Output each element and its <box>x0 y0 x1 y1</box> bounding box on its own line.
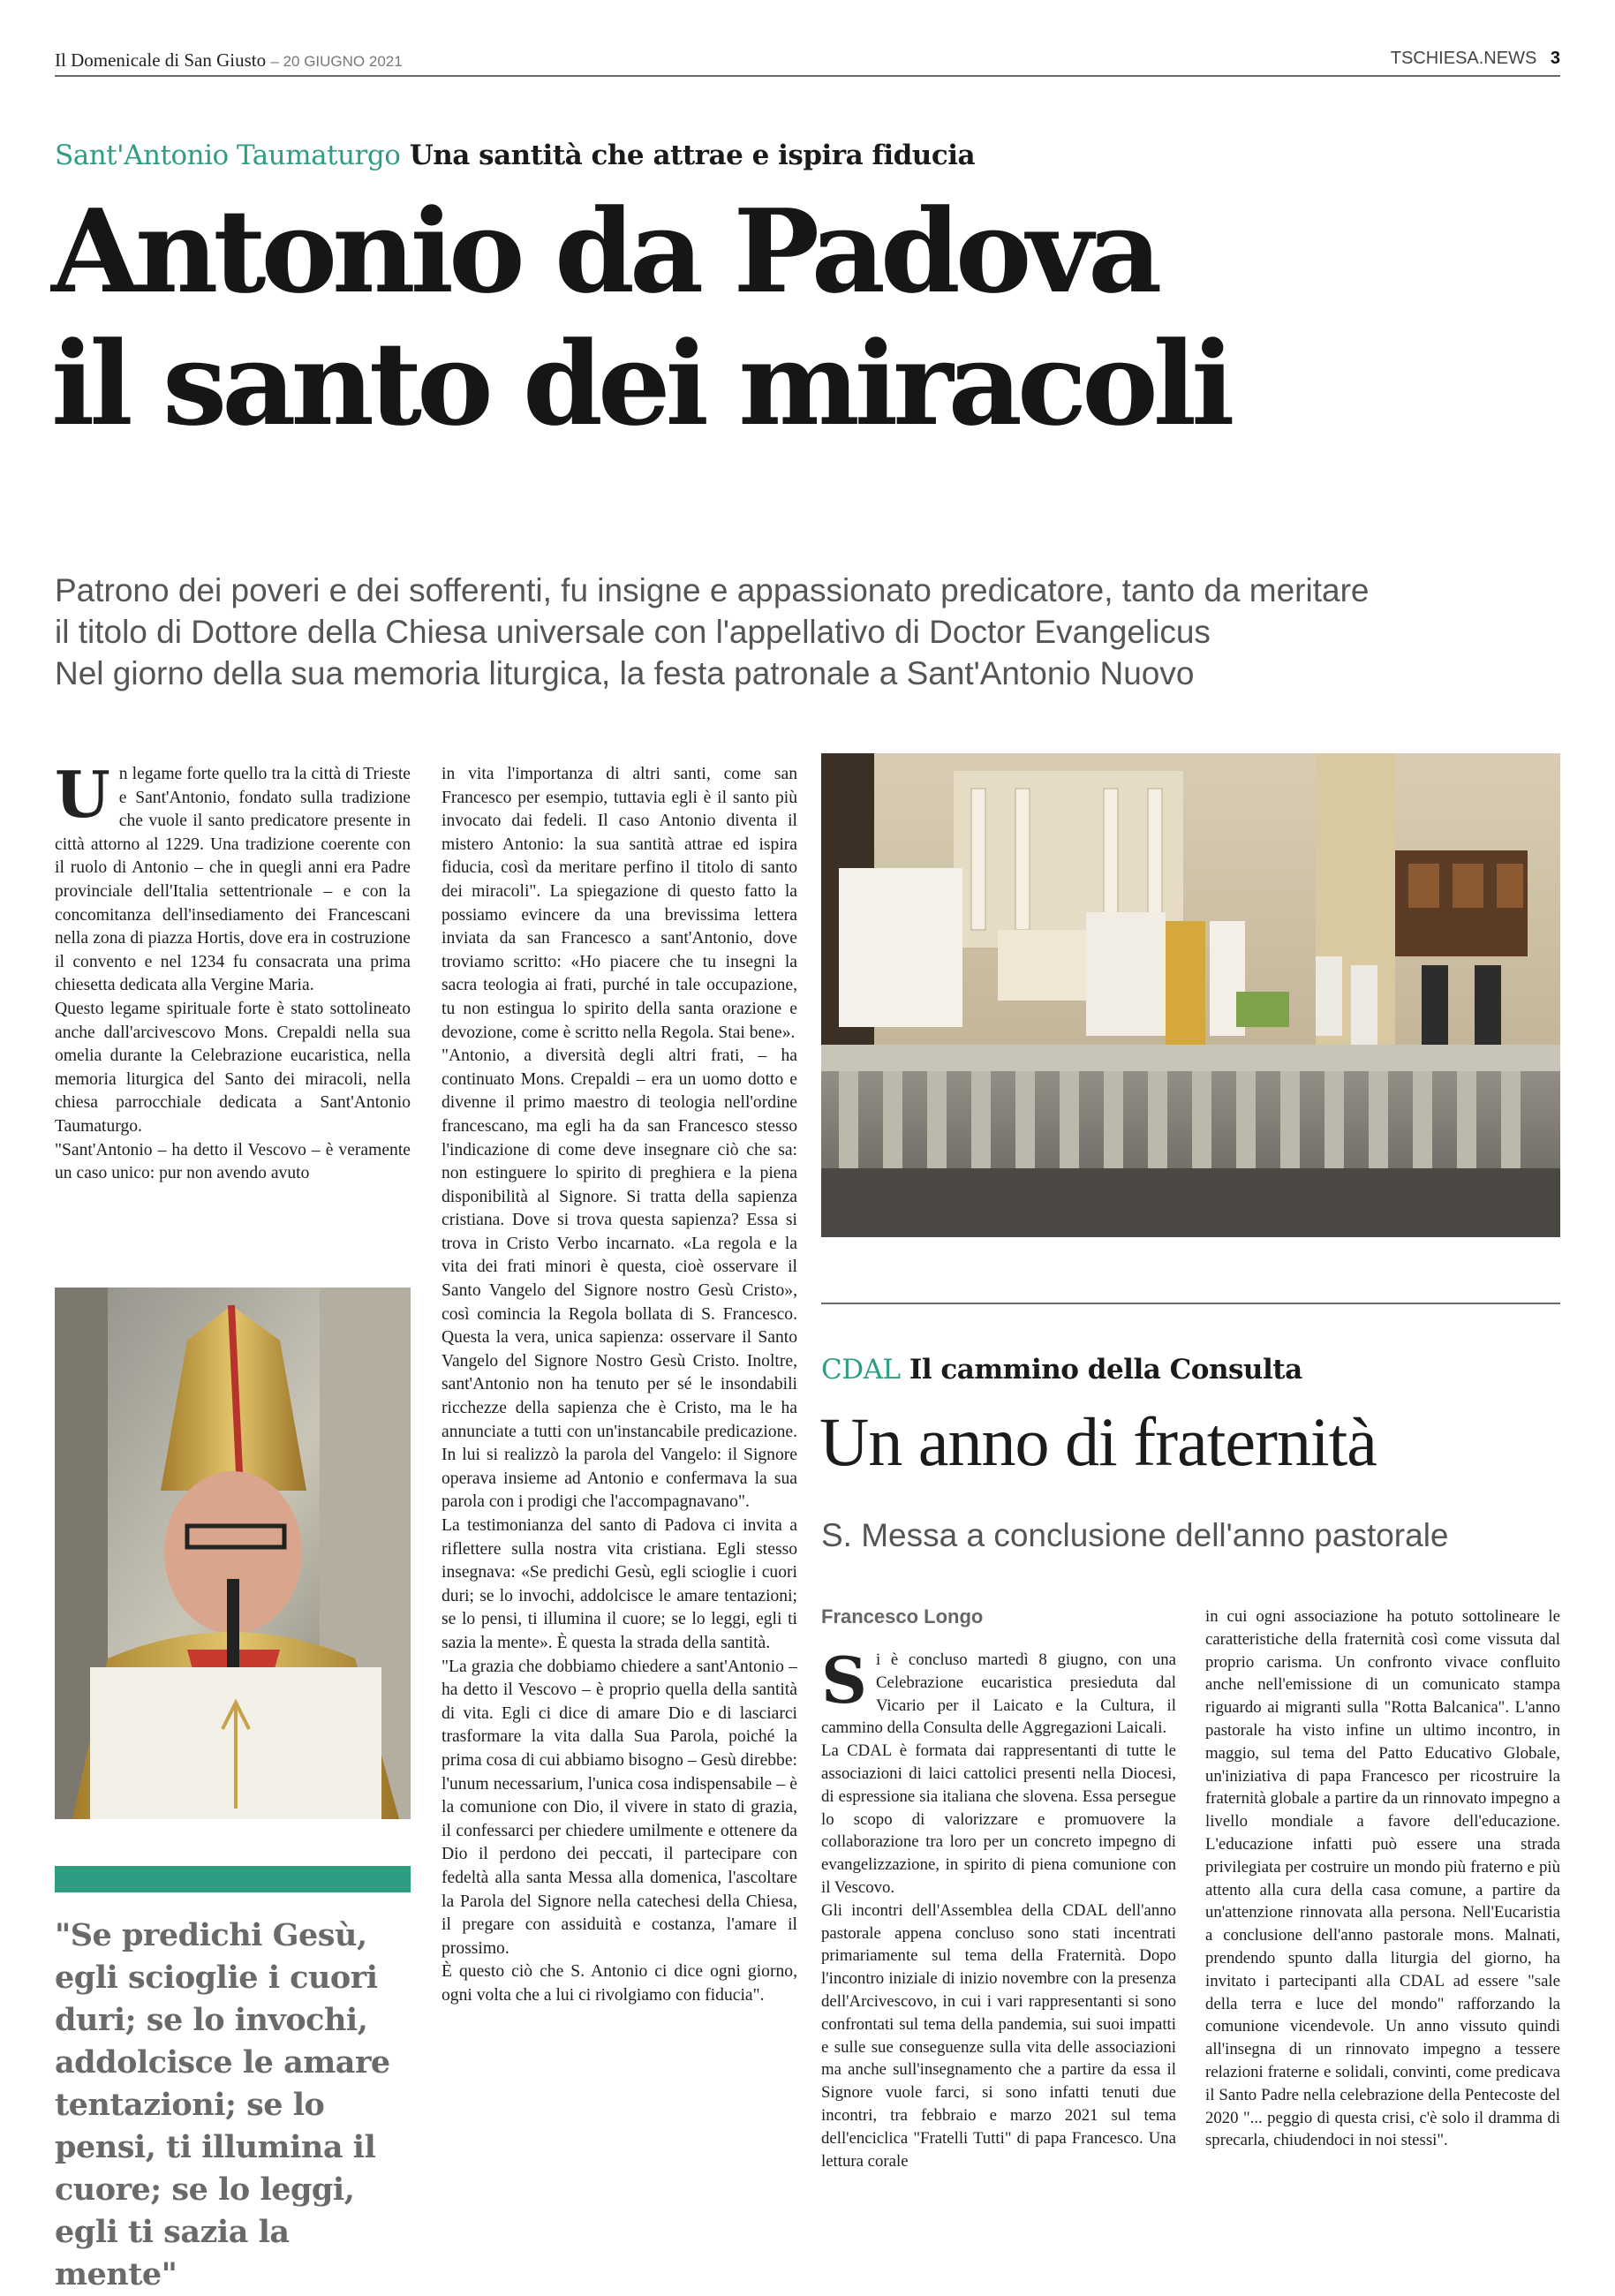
running-header-right <box>1391 49 1560 69</box>
main-col2-paragraph-1: in vita l'importanza di altri santi, come san Francesco per esempio, tuttavia egli è il santo più invocato dai fedeli. Il caso Antonio diventa il mistero Antonio: la sua santità attrae ed ispira fiducia, così da meritare perfino il titolo di santo dei miracoli". La spiegazione di questo fatto la possiamo evincere da una brevissima lettera inviata da san Francesco a sant'Antonio, dove troviamo scritto: «Ho piacere che tu insegni la sacra teologia ai frati, purché in tale occupazione, tu non estingua lo spirito della santa orazione e devozione, come è scritto nella Regola. Stai bene». <box>441 765 797 1042</box>
main-col2-paragraph-4: "La grazia che dobbiamo chiedere a sant'Antonio – ha detto il Vescovo – è proprio quella della santità di vita. Egli ci dice di amare Dio e di lasciarci trasformare la vita dalla Sua Parola, poiché la prima cosa di cui abbiamo bisogno – Gesù direbbe: l'unum necessarium, l'unica cosa indispensabile – è la comunione con Dio, il vivere in stato di grazia, il confessarci per chiedere umilmente e ottenere da Dio il perdono dei peccati, il partecipare con fedeltà alla santa Messa alla domenica, l'ascoltare la Parola del Signore nella catechesi della Chiesa, il pregare con assiduità e costanza, l'amare il prossimo. <box>441 1657 797 1958</box>
second-kicker-topic: CDAL <box>821 1354 901 1386</box>
pullquote: "Se predichi Gesù, egli scioglie i cuori duri; se lo invochi, addolcisce le amare tentazioni; se lo pensi, ti illumina il cuore; se lo leggi, egli ti sazia la mente" <box>55 1917 390 2292</box>
headline-line-2: il santo dei miracoli <box>51 316 1230 451</box>
deck-line-2: il titolo di Dottore della Chiesa universale con l'appellativo di Doctor Evangelicus <box>55 614 1211 650</box>
second-col1-paragraph-2: La CDAL è formata dai rappresentanti di tutte le associazioni di laici cattolici presenti nella Diocesi, di espressione sia italiana che slovena. Essa persegue lo scopo di valorizzare e promuovere la collaborazione tra loro per un concreto impegno di evangelizzazione, in spirito di piena comunione con il Vescovo. <box>821 1741 1176 1897</box>
second-headline: Un anno di fraternità <box>819 1403 1377 1480</box>
dropcap-s: S <box>821 1649 867 1718</box>
second-col2-paragraph-1: in cui ogni associazione ha potuto sottolineare le caratteristiche della fraternità così come vissuta dal proprio carisma. Un confronto vivace confluito anche nell'emissione di un comunicato stampa riguardo ai migranti sulla "Rotta Balcanica". L'anno pastorale ha visto infine un ultimo incontro, in maggio, sul tema del Patto Educativo Globale, un'iniziativa di papa Francesco per ricostruire la fraternità globale a partire da un rinnovato impegno a livello mondiale a favore dell'educazione. L'educazione infatti può essere una strada privilegiata per costruire un mondo più fraterno e più attento alla cura della casa comune, a partire da un'attenzione rinnovata alla persona. Nell'Eucaristia a conclusione dell'anno pastorale mons. Malnati, prendendo spunto dalla liturgia del giorno, ha invitato i partecipanti alla CDAL ad essere "sale della terra e luce del mondo" rafforzando la comunione vicendevole. Un anno vissuto quindi all'insegna di un rinnovato impegno a tessere relazioni fraterne e solidali, convinti, come predicava il Santo Padre nella celebrazione della Pentecoste del 2020 "... peggio di questa crisi, c'è solo il dramma di sprecarla, chiudendoci in noi stessi". <box>1205 1607 1560 2150</box>
second-kicker-subtitle: Il cammino della Consulta <box>909 1354 1302 1386</box>
church-photo-illustration <box>821 753 1560 1237</box>
main-col2-paragraph-2: "Antonio, a diversità degli altri frati, – ha continuato Mons. Crepaldi – era un uomo dotto e divenne il primo maestro di teologia nell'ordine francescano, ma egli ha da san Francesco stesso l'indicazione di come deve insegnare ciò che sa: non estinguere lo spirito di preghiera e la piena disponibilità al Signore. Si tratta della sapienza cristiana. Dove si trova questa sapienza? Essa si trova in Cristo Verbo incarnato. «La regola e la vita dei frati minori è questa, cioè osservare il Santo Vangelo del Signore nostro Gesù Cristo», così comincia la Regola bollata di S. Francesco. Questa la vera, unica sapienza: osservare il Santo Vangelo del Signore Nostro Gesù Cristo. Inoltre, sant'Antonio non ha tenuto per sé le insondabili ricchezze della sapienza che è Cristo, ma le ha annunciate a tutti con un'instancabile predicazione. In lui si realizzò la parola del Vangelo: il Signore operava insieme ad Antonio e confermava la sua parola con i prodigi che l'accompagnavano". <box>441 1046 797 1512</box>
main-kicker <box>55 140 975 171</box>
main-col1-paragraph-3: "Sant'Antonio – ha detto il Vescovo – è veramente un caso unico: pur non avendo avuto <box>55 1140 411 1183</box>
main-col2-paragraph-3: La testimonianza del santo di Padova ci invita a riflettere sulla nostra vita cristiana. Egli stesso insegnava: «Se predichi Gesù, egli scioglie i cuori duri; se lo invochi, addolcisce le amare tentazioni; se lo pensi, ti illumina il cuore; se lo leggi, egli ti sazia la mente». È questa la strada della santità. <box>441 1516 797 1652</box>
church-interior-photo <box>821 753 1560 1237</box>
deck-line-1: Patrono dei poveri e dei sofferenti, fu insigne e appassionato predicatore, tanto da meritare <box>55 572 1370 608</box>
second-column-1 <box>821 1649 1176 2214</box>
second-col1-paragraph-3: Gli incontri dell'Assemblea della CDAL dell'anno pastorale appena concluso sono stati incentrati primariamente sul tema della Fraternità. Dopo l'incontro iniziale di inizio novembre con la presenza dell'Arcivescovo, in cui i vari rappresentanti si sono confrontati sul tema della pandemia, sui suoi impatti e sulle sue conseguenze sulla vita delle associazioni ma anche sull'insegnamento che a partire da essa il Signore vuole farci, si sono infatti tenuti due incontri, tra febbraio e marzo 2021 sul tema dell'enciclica "Fratelli Tutti" di papa Francesco. Una lettura corale <box>821 1900 1176 2171</box>
second-kicker <box>821 1354 1302 1386</box>
kicker-topic: Sant'Antonio Taumaturgo <box>55 140 401 171</box>
author-byline: Francesco Longo <box>821 1605 984 1628</box>
bishop-photo-illustration <box>55 1288 411 1819</box>
publication-name: Il Domenicale di San Giusto <box>55 49 267 71</box>
main-col2-paragraph-5: È questo ciò che S. Antonio ci dice ogni giorno, ogni volta che a lui ci rivolgiamo con fiducia". <box>441 1962 797 2005</box>
main-col1-paragraph-2: Questo legame spirituale forte è stato sottolineato anche dall'arcivescovo Mons. Crepaldi nella sua omelia durante la Celebrazione eucaristica, nella memoria liturgica del Santo dei miracoli, nella chiesa parrocchiale dedicata a Sant'Antonio Taumaturgo. <box>55 999 411 1136</box>
second-column-2 <box>1205 1605 1560 2215</box>
main-column-2 <box>441 763 797 2220</box>
pullquote-bar <box>55 1866 411 1892</box>
page-number: 3 <box>1550 49 1560 68</box>
header-rule <box>55 75 1560 77</box>
deck <box>55 570 1369 694</box>
headline <box>51 185 1230 450</box>
deck-line-3: Nel giorno della sua memoria liturgica, la festa patronale a Sant'Antonio Nuovo <box>55 655 1195 691</box>
main-col1-paragraph-1: n legame forte quello tra la città di Trieste e Sant'Antonio, fondato sulla tradizione che vuole il santo predicatore presente in città attorno al 1229. Una tradizione coerente con il ruolo di Antonio – che in quegli anni era Padre provinciale dell'Italia settentrionale – e con la concomitanza dell'insediamento dei Francescani nella zona di piazza Hortis, dove era in costruzione il convento e nel 1234 fu consacrata una prima chiesetta dedicata alla Vergine Maria. <box>55 765 411 995</box>
running-header-left: Il Domenicale di San Giusto – 20 GIUGNO 2021 <box>55 49 403 71</box>
main-column-1 <box>55 763 411 1249</box>
second-subhead: S. Messa a conclusione dell'anno pastorale <box>821 1517 1449 1553</box>
section-divider <box>821 1303 1560 1304</box>
bishop-photo <box>55 1288 411 1819</box>
second-col1-paragraph-1: i è concluso martedì 8 giugno, con una Celebrazione eucaristica presieduta dal Vicario per il Laicato e la Cultura, il cammino della Consulta delle Aggregazioni Laicali. <box>821 1650 1176 1738</box>
issue-date: 20 GIUGNO 2021 <box>283 53 403 70</box>
site-name: TSCHIESA.NEWS <box>1390 49 1537 68</box>
kicker-subtitle: Una santità che attrae e ispira fiducia <box>409 140 976 171</box>
headline-line-1: Antonio da Padova <box>51 184 1158 319</box>
dropcap-u: U <box>55 763 110 832</box>
